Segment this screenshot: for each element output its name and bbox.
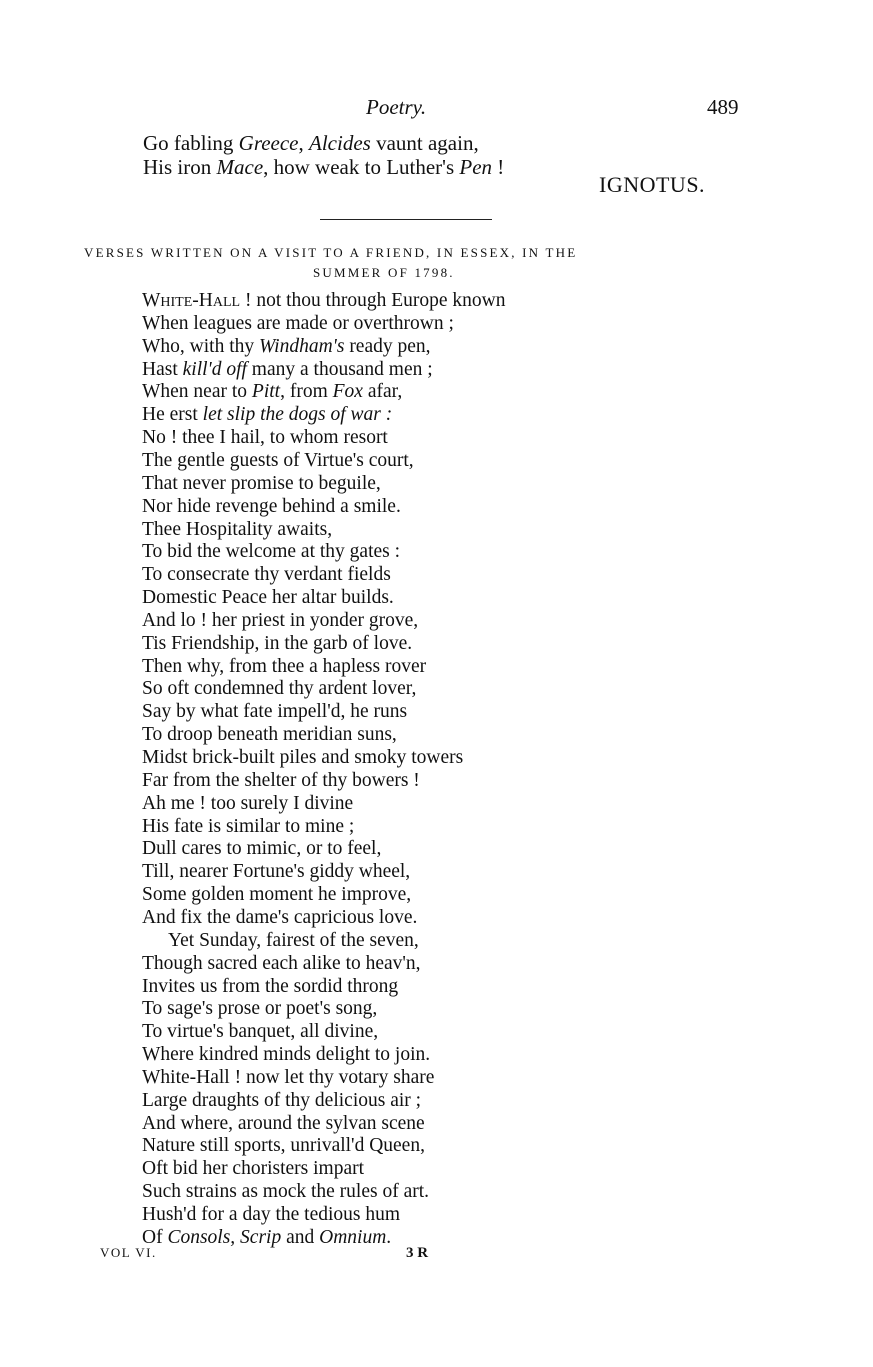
verse-line: To consecrate thy verdant fields: [142, 564, 391, 586]
verse-line: That never promise to beguile,: [142, 472, 381, 494]
verse-line: To droop beneath meridian suns,: [142, 724, 397, 746]
verse-line: Who, with thy Windham's ready pen,: [142, 335, 431, 357]
verse-line: When leagues are made or overthrown ;: [142, 312, 454, 334]
verse-line: Nor hide revenge behind a smile.: [142, 495, 401, 517]
verse-line: Though sacred each alike to heav'n,: [142, 952, 421, 974]
verse-line: Hush'd for a day the tedious hum: [142, 1204, 401, 1225]
verse-line: Invites us from the sordid throng: [142, 975, 399, 997]
verse-line: Such strains as mock the rules of art.: [142, 1181, 430, 1203]
verse-line: White-Hall ! not thou through Europe known: [142, 290, 506, 311]
footer-signature-mark: 3 R: [406, 1245, 429, 1261]
verse-line: So oft condemned thy ardent lover,: [142, 678, 417, 700]
verse-line: To bid the welcome at thy gates :: [142, 541, 401, 563]
verse-line: Go fabling Greece, Alcides vaunt again,: [143, 131, 479, 155]
verse-line: Nature still sports, unrivall'd Queen,: [142, 1135, 425, 1157]
poem-title-line-1: VERSES WRITTEN ON A VISIT TO A FRIEND, IN ESSEX, IN THE: [84, 245, 578, 260]
section-divider: [320, 219, 492, 220]
verse-line: Of Consols, Scrip and Omnium.: [142, 1226, 392, 1248]
verse-line: Far from the shelter of thy bowers !: [142, 769, 420, 791]
author-signature: IGNOTUS.: [599, 172, 706, 197]
page-number: 489: [707, 95, 739, 119]
verse-line: Where kindred minds delight to join.: [142, 1044, 431, 1066]
verse-line: Oft bid her choristers impart: [142, 1158, 365, 1180]
verse-line: And lo ! her priest in yonder grove,: [142, 609, 419, 631]
verse-line: To virtue's banquet, all divine,: [142, 1021, 379, 1043]
verse-line: Midst brick-built piles and smoky towers: [142, 747, 464, 768]
verse-line: Tis Friendship, in the garb of love.: [142, 632, 413, 654]
verse-line: His iron Mace, how weak to Luther's Pen !: [143, 155, 505, 179]
verse-line: To sage's prose or poet's song,: [142, 998, 378, 1020]
verse-line: White-Hall ! now let thy votary share: [142, 1066, 435, 1088]
running-head: Poetry.: [366, 95, 427, 119]
footer-volume: VOL VI.: [100, 1245, 157, 1260]
verse-line: No ! thee I hail, to whom resort: [142, 427, 388, 449]
verse-line: Yet Sunday, fairest of the seven,: [168, 929, 419, 951]
verse-line: Large draughts of thy delicious air ;: [142, 1089, 422, 1111]
verse-line: Then why, from thee a hapless rover: [142, 655, 427, 677]
verse-line: Some golden moment he improve,: [142, 884, 412, 906]
verse-line: When near to Pitt, from Fox afar,: [142, 381, 403, 403]
verse-line: Domestic Peace her altar builds.: [142, 587, 394, 609]
verse-line: Say by what fate impell'd, he runs: [142, 701, 408, 723]
verse-line: Ah me ! too surely I divine: [142, 792, 354, 814]
verse-line: Hast kill'd off many a thousand men ;: [142, 358, 433, 380]
verse-line: And where, around the sylvan scene: [142, 1112, 425, 1134]
poem-title-line-2: SUMMER OF 1798.: [313, 265, 455, 280]
verse-line: The gentle guests of Virtue's court,: [142, 449, 414, 471]
verse-line: He erst let slip the dogs of war :: [142, 404, 393, 426]
verse-line: And fix the dame's capricious love.: [142, 906, 418, 928]
verse-line: Thee Hospitality awaits,: [142, 518, 333, 540]
verse-line: Till, nearer Fortune's giddy wheel,: [142, 861, 411, 883]
verse-line: Dull cares to mimic, or to feel,: [142, 838, 382, 860]
verse-line: His fate is similar to mine ;: [142, 815, 355, 837]
